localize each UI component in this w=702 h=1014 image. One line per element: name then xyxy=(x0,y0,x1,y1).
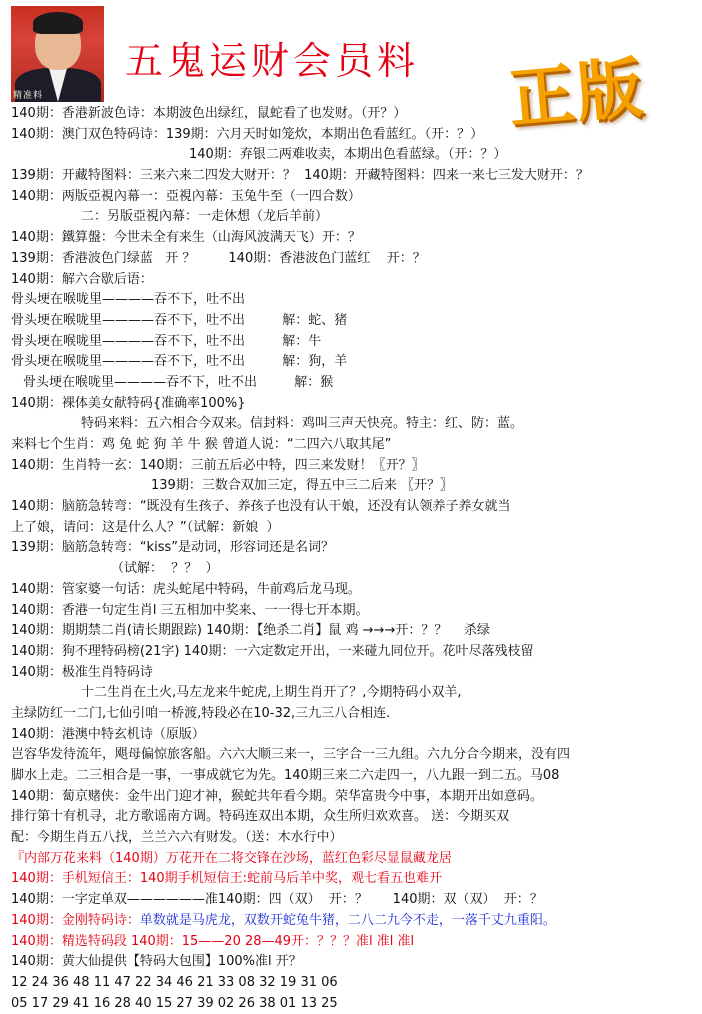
text-line-28: 140期：极准生肖特码诗 xyxy=(11,664,153,680)
photo-caption: 精准料 xyxy=(13,91,44,101)
text-line-8: 139期：香港波色门绿蓝 开 ？ 140期：香港波色门蓝红 开：？ xyxy=(11,250,426,266)
text-line-6: 二：另版亞視內幕：一走休想（龙后羊前） xyxy=(81,209,329,225)
text-line-12: 骨头埂在喉咙里————吞不下，吐不出 解：牛 xyxy=(11,333,322,349)
text-line-44: 05 17 29 41 16 28 40 15 27 39 02 26 38 01 13 25 xyxy=(11,995,338,1011)
text-line-9: 140期：解六合歇后语： xyxy=(11,271,153,287)
page-title: 五鬼运财会员料 xyxy=(125,39,420,83)
text-line-31: 140期：港澳中特玄机诗（原版） xyxy=(11,726,205,742)
text-line-42: 140期：黄大仙提供【特码大包围】100%准l 开？ xyxy=(11,954,302,970)
text-line-27: 140期：狗不理特码榜(21字) 140期：一六定数定开出，一来碰九同位开。花叶尽落残枝留 xyxy=(11,643,534,659)
text-line-23: （试解： ？？ ） xyxy=(111,561,219,577)
text-line-29: 十二生肖在土火,马左龙来牛蛇虎,上期生肖开了？,今期特码小双羊, xyxy=(81,685,462,701)
text-line-16: 特码来料：五六相合今双来。信封料：鸡叫三声天快亮。特主：红、防：蓝。 xyxy=(81,416,524,432)
text-line-18: 140期：生肖特一玄：140期：三前五后必中特，四三来发财！〖开？〗 xyxy=(11,457,425,473)
text-line-41: 140期：精选特码段 140期：15——20 28—49开：？？？准l 准l 准l xyxy=(11,933,415,949)
content-body xyxy=(11,104,699,1014)
text-line-11: 骨头埂在喉咙里————吞不下，吐不出 解：蛇、猪 xyxy=(11,312,348,328)
text-line-22: 139期：脑筋急转弯：“kiss”是动词，形容词还是名词？ xyxy=(11,540,334,556)
text-line-19: 139期：三数合双加三定，得五中三二后来 〖开？〗 xyxy=(151,478,453,494)
text-line-7: 140期：鐵算盤：今世未全有来生（山海风波满天飞）开：？ xyxy=(11,230,361,246)
text-line-17: 来料七个生肖：鸡 兔 蛇 狗 羊 牛 猴 曾道人说：“二四六八取其尾” xyxy=(11,437,392,452)
text-line-14: 骨头埂在喉咙里————吞不下，吐不出 解：猴 xyxy=(23,374,334,390)
text-line-20: 140期：脑筋急转弯：“既没有生孩子、养孩子也没有认干娘，还没有认领养子养女就当 xyxy=(11,499,511,515)
text-line-32: 岂容华发待流年，飓母偏惊旅客船。六六大顺三来一，三字合一三九组。六九分合今期来，没有四 xyxy=(11,747,571,763)
text-line-36: 配：今期生肖五八找，兰兰六六有财发。（送：木水行中） xyxy=(11,830,343,846)
text-line-39: 140期：一字定单双——————准140期：四（双） 开：？ 140期：双（双） 开：？ xyxy=(11,892,543,908)
text-line-3: 140期：弃银二两难收卖，本期出色看蓝绿。（开：？） xyxy=(189,147,507,163)
text-line-5: 140期：两版亞視內幕一：亞視內幕：玉兔牛至（一四合数） xyxy=(11,188,361,204)
portrait-photo xyxy=(11,6,104,102)
text-line-35: 排行第十有机寻，北方歌谣南方调。特码连双出本期，众生所归欢欢喜。 送：今期买双 xyxy=(11,809,510,825)
text-line-24: 140期：管家婆一句话：虎头蛇尾中特码，牛前鸡后龙马现。 xyxy=(11,581,361,597)
jingang-label: 140期：金刚特码诗： xyxy=(11,912,140,928)
text-line-4: 139期：开藏特图料：三来六来二四发大财开：？ 140期：开藏特图料：四来一来七三发大财开：？ xyxy=(11,168,589,184)
text-line-26: 140期：期期禁二肖(请长期跟踪) 140期：【绝杀二肖】鼠 鸡 →→→开：？？ 杀绿 xyxy=(11,623,490,639)
text-line-2: 140期：澳门双色特码诗：139期：六月天时如笼炊，本期出色看蓝红。（开：？） xyxy=(11,126,484,142)
authentic-stamp: 正版 xyxy=(505,49,648,138)
text-line-34: 140期：蔔京赌侠：金牛出门迎才神，猴蛇共年看今期。荣华富贵今中事，本期开出如意码。 xyxy=(11,788,543,804)
text-line-13: 骨头埂在喉咙里————吞不下，吐不出 解：狗，羊 xyxy=(11,354,348,370)
text-line-37: 『内部万花来料（140期）万花开在二将交锋在沙场，蓝红色彩尽显鼠藏龙居 xyxy=(11,850,452,866)
text-line-33: 脚水上走。二三相合是一事，一事成就它为先。140期三来二六走四一，八九跟一到二五。马08 xyxy=(11,768,560,783)
text-line-1: 140期：香港新波色诗：本期波色出绿红，鼠蛇看了也发财。（开？） xyxy=(11,106,407,121)
text-line-30: 主绿防红一二门,七仙引咱一桥渡,特段必在10-32,三九三八合相连. xyxy=(11,705,391,721)
portrait-hair xyxy=(33,12,83,34)
jingang-poem: 单数就是马虎龙，双数开蛇兔牛猪，二八二九今不走，一落千丈九重阳。 xyxy=(139,912,556,928)
text-line-21: 上了娘，请问：这是什么人？”（试解：新娘 ） xyxy=(11,519,280,535)
text-line-10: 骨头埂在喉咙里————吞不下，吐不出 xyxy=(11,292,246,308)
text-line-25: 140期：香港一句定生肖l 三五相加中奖来、一一得七开本期。 xyxy=(11,602,369,618)
text-line-15: 140期：裸体美女献特码{准确率100%} xyxy=(11,395,246,411)
text-line-43: 12 24 36 48 11 47 22 34 46 21 33 08 32 19 31 06 xyxy=(11,974,338,990)
text-line-38: 140期：手机短信王：140期手机短信王:蛇前马后羊中奖，观七看五也难开 xyxy=(11,871,443,887)
text-line-40 xyxy=(11,911,699,932)
